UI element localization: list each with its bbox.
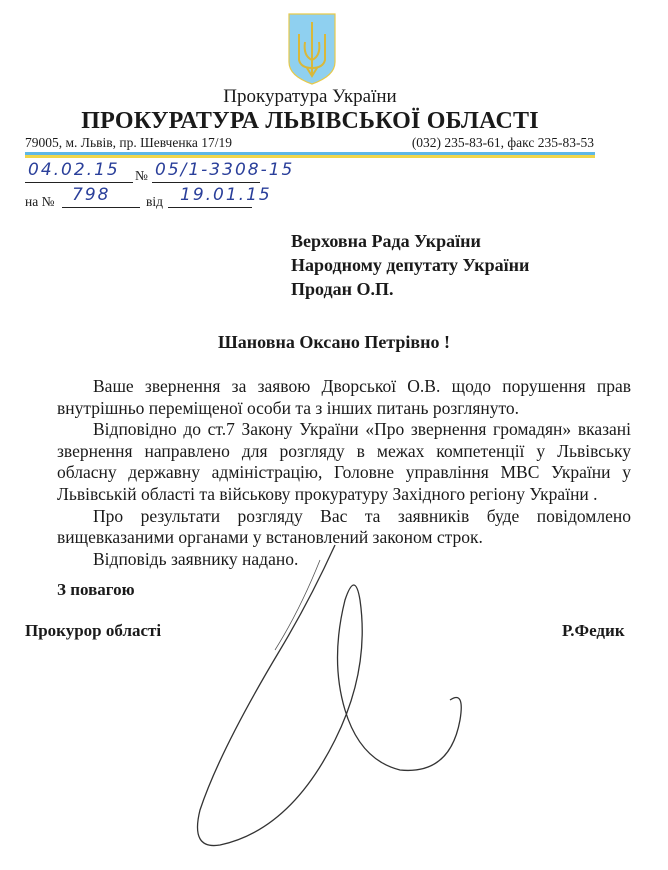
in-reply-date: 19.01.15 xyxy=(180,185,272,205)
number-label: № xyxy=(135,168,148,183)
outgoing-date: 04.02.15 xyxy=(28,160,120,180)
signatory-name: Р.Федик xyxy=(562,621,625,640)
recipient-line-2: Народному депутату України xyxy=(291,255,530,275)
phone-fax: (032) 235-83-61, факс 235-83-53 xyxy=(411,135,594,150)
paragraph: Ваше звернення за заявою Дворської О.В. щодо порушення прав внутрішньо переміщеної особи та з інших питань розглянуто. xyxy=(57,376,631,418)
recipient-line-1: Верховна Рада України xyxy=(291,231,481,251)
paragraph: Відповідно до ст.7 Закону України «Про звернення громадян» вказані звернення направлено для розгляду в межах компетенції у Львівську обласну державну адміністрацію, Головне управління МВС України у Львівській області та військову прокуратуру Західного регіону України . xyxy=(57,419,631,504)
salutation: Шановна Оксано Петрівно ! xyxy=(218,332,450,352)
outgoing-number: 05/1-3308-15 xyxy=(155,160,295,180)
date-underline-2 xyxy=(168,207,252,208)
paragraph: Відповідь заявнику надано. xyxy=(93,548,299,569)
coat-of-arms-icon xyxy=(287,12,337,86)
org-name: ПРОКУРАТУРА ЛЬВІВСЬКОЇ ОБЛАСТІ xyxy=(81,108,539,134)
in-reply-label: на № xyxy=(25,194,55,209)
closing: З повагою xyxy=(57,580,135,599)
address: 79005, м. Львів, пр. Шевченка 17/19 xyxy=(25,135,233,150)
signatory-title: Прокурор області xyxy=(25,621,162,640)
org-parent: Прокуратура України xyxy=(223,86,397,107)
flag-stripe xyxy=(25,152,595,158)
recipient-line-3: Продан О.П. xyxy=(291,279,394,299)
in-reply-number: 798 xyxy=(72,185,111,205)
in-reply-underline xyxy=(62,207,140,208)
paragraph: Про результати розгляду Вас та заявників буде повідомлено вищевказаними органами у встановлений законом строк. xyxy=(57,505,631,548)
date-underline xyxy=(25,182,133,183)
from-label: від xyxy=(146,194,163,209)
number-underline xyxy=(152,182,260,183)
handwritten-signature xyxy=(160,540,500,870)
